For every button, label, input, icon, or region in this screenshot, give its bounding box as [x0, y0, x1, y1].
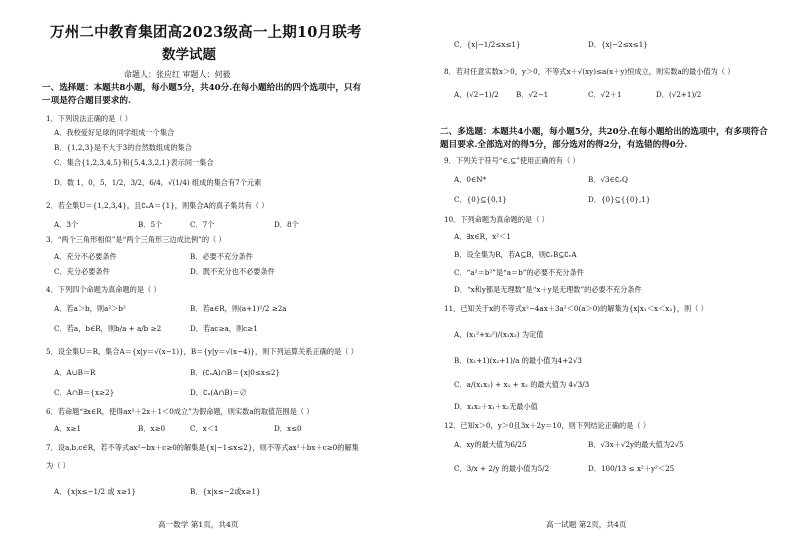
q4-option-d: D．若ac≥a，则c≥1: [190, 324, 258, 333]
q2-stem: 2．若全集U＝{1,2,3,4}，且∁ᵤA＝{1}，则集合A的真子集共有（ ）: [46, 201, 269, 210]
q10-option-c: C．“a²＝b²”是“a＝b”的必要不充分条件: [454, 268, 584, 277]
q5-option-b: B．(∁ᵤA)∩B＝{x|0≤x≤2}: [190, 368, 281, 377]
q3-option-a: A．充分不必要条件: [54, 252, 117, 261]
exam-title: 万州二中教育集团高2023级高一上期10月联考: [50, 24, 362, 41]
q12-option-d: D．100/13 ≤ x²＋y²＜25: [588, 464, 675, 473]
q7-option-b: B．{x|x≤−2或x≥1}: [190, 487, 261, 496]
q6-option-b: B．x≥0: [138, 424, 166, 433]
page-2-footer: 高一试题 第2页，共4页: [546, 520, 627, 529]
q4-stem: 4．下列四个命题为真命题的是（ ）: [46, 285, 161, 294]
q8-option-a: A．(√2−1)/2: [454, 90, 499, 99]
q5-option-a: A．A∪B＝R: [54, 368, 96, 377]
q1-option-d: D．数 1，0，5，1/2，3/2，6/4，√(1/4) 组成的集合有7个元素: [54, 178, 262, 187]
q3-option-d: D．既不充分也不必要条件: [190, 267, 275, 276]
q10-option-d: D．“x和y都是无理数”是“x＋y是无理数”的必要不充分条件: [454, 285, 642, 294]
q9-option-a: A．0∈N*: [454, 175, 487, 184]
q7-option-c: C．{x|−1/2≤x≤1}: [454, 40, 521, 49]
q11-option-d: D．x₁x₂＋x₁＋x₂无最小值: [454, 402, 538, 411]
q1-stem: 1．下列说法正确的是（ ）: [46, 114, 132, 123]
q5-option-c: C．A∩B＝{x≥2}: [54, 388, 115, 397]
q7-option-d: D．{x|−2≤x≤1}: [588, 40, 648, 49]
q10-option-a: A．∃x∈R，x²＜1: [454, 232, 511, 241]
q11-stem: 11．已知关于x的不等式x²−4ax＋3a²＜0(a＞0)的解集为{x|x₁＜x＜x₂}，则（ ）: [444, 304, 708, 313]
q9-stem: 9．下列关于符号“∈,⊆”使用正确的有（ ）: [444, 156, 580, 165]
page-2: [438, 0, 772, 550]
q1-option-a: A．我校爱好足球的同学组成一个集合: [54, 128, 175, 137]
section-1-heading: 一、选择题：本题共8小题，每小题5分，共40分.在每小题给出的四个选项中，只有一项是符合题目要求的.: [42, 83, 362, 106]
q5-stem: 5．设全集U＝R，集合A＝{x|y＝√(x−1)}，B＝{y|y＝√(x−4)}，则下列运算关系正确的是（ ）: [46, 347, 358, 356]
authors-line: 命题人：张应红 审题人：何毅: [124, 70, 231, 79]
q9-option-d: D．{0}⊆{{0},1}: [588, 195, 651, 204]
q8-stem: 8．若对任意实数x＞0，y＞0，不等式x＋√(xy)≤a(x＋y)恒成立，则实数a的最小值为（ ）: [444, 67, 735, 76]
q9-option-c: C．{0}⊆{0,1}: [454, 195, 508, 204]
q7-option-a: A．{x|x≤−1/2 或 x≥1}: [54, 487, 137, 496]
q6-option-d: D．x≤0: [274, 424, 302, 433]
q2-option-b: B．5个: [138, 220, 163, 229]
q10-stem: 10．下列命题为真命题的是（ ）: [444, 215, 549, 224]
q11-option-c: C．a/(x₁x₂) + x₁ + x₂ 的最大值为 4√3/3: [454, 380, 590, 389]
page-1: [40, 0, 370, 550]
q8-option-d: D．(√2+1)/2: [656, 90, 702, 99]
q12-stem: 12．已知x＞0，y＞0且3x＋2y＝10，则下列结论正确的是（ ）: [444, 421, 651, 430]
q4-option-b: B．若a∈R，则(a+1)²/2 ≥2a: [190, 304, 287, 313]
q8-option-b: B．√2−1: [516, 90, 549, 99]
q3-option-b: B．必要不充分条件: [190, 252, 253, 261]
q4-option-c: C．若a，b∈R，则b/a + a/b ≥2: [54, 324, 162, 333]
q6-option-a: A．x≥1: [54, 424, 82, 433]
exam-subtitle: 数学试题: [162, 47, 216, 63]
q6-stem: 6．若命题“∃x∈R，使得ax²＋2x＋1＜0成立”为假命题，则实数a的取值范围是（ ）: [46, 407, 314, 416]
q8-option-c: C．√2＋1: [588, 90, 622, 99]
q1-option-c: C．集合{1,2,3,4,5}和{5,4,3,2,1}表示同一集合: [54, 158, 214, 167]
q11-option-b: B．(x₁+1)(x₂+1)/a 的最小值为4+2√3: [454, 356, 582, 365]
q5-option-d: D．∁ᵤ(A∩B)＝∅: [190, 388, 247, 397]
q2-option-a: A．3个: [54, 220, 79, 229]
page-1-footer: 高一数学 第1页，共4页: [158, 520, 239, 529]
q4-option-a: A．若a＞b，则a²＞b²: [54, 304, 126, 313]
q9-option-b: B．√3∈∁ᵣQ: [588, 175, 628, 184]
q6-option-c: C．x＜1: [190, 424, 219, 433]
section-2-heading: 二、多选题：本题共4小题，每小题5分，共20分.在每小题给出的选项中，有多项符合题目要求.全部选对的得5分，部分选对的得2分，有选错的得0分.: [440, 127, 768, 150]
q12-option-a: A．xy的最大值为6/25: [454, 440, 527, 449]
q3-option-c: C．充分必要条件: [54, 267, 110, 276]
q12-option-b: B．√3x＋√2y的最大值为2√5: [588, 440, 684, 449]
q10-option-b: B．设全集为R，若A⊆B，则∁ᵣB⊆∁ᵣA: [454, 250, 577, 259]
q7-stem-continued: 为（ ）: [46, 461, 70, 470]
q12-option-c: C．3/x + 2/y 的最小值为5/2: [454, 464, 550, 473]
q11-option-a: A．(x₁²+x₂²)/(x₁x₂) 为定值: [454, 330, 544, 339]
q3-stem: 3．“两个三角形相似”是“两个三角形三边成比例”的（ ）: [46, 235, 226, 244]
q7-stem: 7．设a,b,c∈R，若不等式ax²−bx＋c≥0的解集是{x|−1≤x≤2}，则不等式ax²＋bx＋c≥0的解集: [46, 443, 359, 452]
q2-option-c: C．7个: [190, 220, 215, 229]
q2-option-d: D．8个: [274, 220, 299, 229]
q1-option-b: B．{1,2,3}是不大于3的自然数组成的集合: [54, 143, 192, 152]
